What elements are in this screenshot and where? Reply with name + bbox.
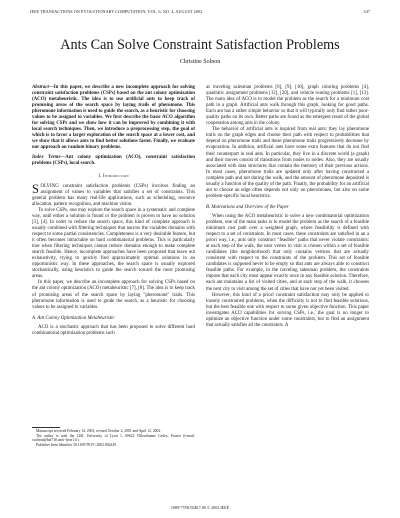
intro-paragraph-3: In this paper, we describe an incomplete approach for solving CSPs based on the ant colony optimization (ACO) metaheuristic [7], [8]. The idea is to keep track of promising areas of the search space by laying "pheromone" trails. This pheromone information is used to guide the search, as a heuristic for choosing values to be assigned to variables. xyxy=(32,280,195,310)
footnote-divider xyxy=(32,427,60,428)
aco-paragraph-2: The behavior of artificial ants is inspired from real ants: they lay pheromone trails on the graph edges and choose their path with respect to probabilities that depend on pheromone trails and these pheromone trails progressively decrease by evaporation. In addition, artificial ants have some extra features that do not find their counterpart in real ants. In particular, they live in a discrete world (a graph) and their moves consist of transitions from nodes to nodes. Also, they are usually associated with data structures that contain the memory of their previous actions. In most cases, pheromone trails are updated only after having constructed a complete path and not during the walk, and the amount of pheromone deposited is usually a function of the quality of the path. Finally, the probability for an artificial ant to choose an edge often depends not only on pheromones, but also on some problem-specific local heuristics. xyxy=(206,127,369,199)
motivations-paragraph-1: When using the ACO metaheuristic to solve a new combinatorial optimization problem, one of the main tasks is to model the problem as the search of a feasible minimum cost path over a weighted graph, where feasibility is defined with respect to a set of constraints. In most cases, these constraints are satisfied in an a priori way, i.e., ants only construct "feasible" paths that never violate constraints: at each step of the walk, the next vertex to visit is chosen within a set of feasible candidates (the neighborhood) that only contains vertices that are actually consistent with respect to the constraints of the problem. This set of feasible candidates is supposed never to be empty so that ants are always able to construct feasible paths. For example, in the traveling salesman problem, the constraints impose that each city must appear exactly once in any feasible solution. Therefore, each ant maintains a list of visited cities, and at each step of the walk, it chooses the next city to visit among the set of cities that have not yet been visited. xyxy=(206,213,369,292)
abstract-text: In this paper, we describe a new incomplete approach for solving constraint satisfaction problems (CSPs) based on the ant colony optimization (ACO) metaheuristic. The idea is to use artificial ants to keep track of promising areas of the search space by laying trails of pheromone. This pheromone information is used to guide the search, as a heuristic for choosing values to be assigned to variables. We first describe the basic ACO algorithm for solving CSPs and we show how it can be improved by combining it with local search techniques. Then, we introduce a preprocessing step, the goal of which is to favor a larger exploration of the search space at a lower cost, and we show that it allows ants to find better solutions faster. Finally, we evaluate our approach on random binary problems. xyxy=(32,85,195,151)
footnote-publisher-id: Publisher Item Identifier 10.1109/TEVC.2002.802449. xyxy=(36,443,117,448)
index-terms-label: Index Terms— xyxy=(32,154,66,160)
copyright-footer: 1089-778X/02$17.00 © 2002 IEEE xyxy=(170,505,230,510)
motivations-paragraph-2: However, this kind of a priori constraint satisfaction may only be applied to loosely constrained problems, when the difficulty is not to find feasible solutions, but the best feasible one with respect to some given objective function. This paper investigates ACO capabilities for solving CSPs, i.e., the goal is no longer to optimize an objective function under some constraints, but to find an assignment that actually satisfies all the constraints. A xyxy=(206,292,369,328)
left-column xyxy=(32,85,195,337)
abstract-label: Abstract— xyxy=(32,85,54,90)
journal-header: IEEE TRANSACTIONS ON EVOLUTIONARY COMPUTATION, VOL. 6, NO. 4, AUGUST 2002 xyxy=(30,9,203,14)
subsection-heading-motivations: B. Motivations and Overview of the Paper xyxy=(206,204,289,210)
author-name: Christine Solnon xyxy=(179,59,221,65)
index-terms-text: Ant colony optimization (ACO), constraint satisfaction problems (CSPs), local search. xyxy=(32,154,195,166)
page-number: 347 xyxy=(363,9,370,14)
paper-title: Ants Can Solve Constraint Satisfaction Problems xyxy=(60,37,340,53)
intro-p1-text: constraint satisfaction problems (CSPs) involves finding an assignment of values to variables that satisfies a set of constraints. This general problem has many real-life applications, such as scheduling, resource allocation, pattern recognition, and machine vision. xyxy=(32,183,195,207)
running-header xyxy=(30,9,370,17)
intro-lead-word: OLVING xyxy=(40,183,59,189)
right-column xyxy=(206,85,369,329)
aco-paragraph-1: ACO is a stochastic approach that has been proposed to solve different hard combinatorial optimization problems such xyxy=(32,324,195,336)
footnote-manuscript: Manuscript received February 14, 2001; revised October 2, 2001 and April 12, 2002. xyxy=(36,429,162,433)
index-terms xyxy=(32,155,195,167)
intro-paragraph-1 xyxy=(32,184,195,208)
subsection-heading-aco: A. Ant Colony Optimization Metaheuristic xyxy=(32,315,115,321)
footnote-affiliation: The author is with the LISI, University of Lyon 1, 69622 Villeurbanne Cedex, France (e-mail: csolnon@bat710.univ-lyon1.fr). xyxy=(32,433,195,443)
intro-paragraph-2: To solve CSPs, one may explore the search space in a systematic and complete way, until either a solution is found or the problem is proven to have no solution [3], [4]. In order to reduce the search space, this kind of complete approach is usually combined with filtering techniques that narrow the variables domains with respect to some partial consistencies. Completeness is a very desirable feature, but it often becomes intractable on hard combinatorial problems. This is particularly true when filtering techniques cannot reduce domains enough to make complete search feasible. Hence, incomplete approaches have been proposed that leave out exhaustivity, trying to quickly find approximately optimal solutions in an opportunistic way. In these approaches, the search space is usually explored stochastically, using heuristics to guide the search toward the most promising areas. xyxy=(32,207,195,280)
abstract xyxy=(32,85,195,152)
footnotes xyxy=(32,429,195,448)
aco-paragraph-1-continued: as traveling salesman problems [6], [9], [10], graph coloring problems [4], quadratic assignment problems [12], [20], and vehicle routing problems [1], [13]. The main idea of ACO is to model the problem as the search for a minimum cost path in a graph. Artificial ants walk through this graph, looking for good paths. Each ant has a rather simple behavior so that it will typically only find rather poor-quality paths on its own. Better paths are found as the emergent result of the global cooperation among ants in the colony. xyxy=(206,85,369,127)
section-heading-introduction: I. Introduction xyxy=(98,173,129,179)
drop-cap: S xyxy=(32,182,39,197)
